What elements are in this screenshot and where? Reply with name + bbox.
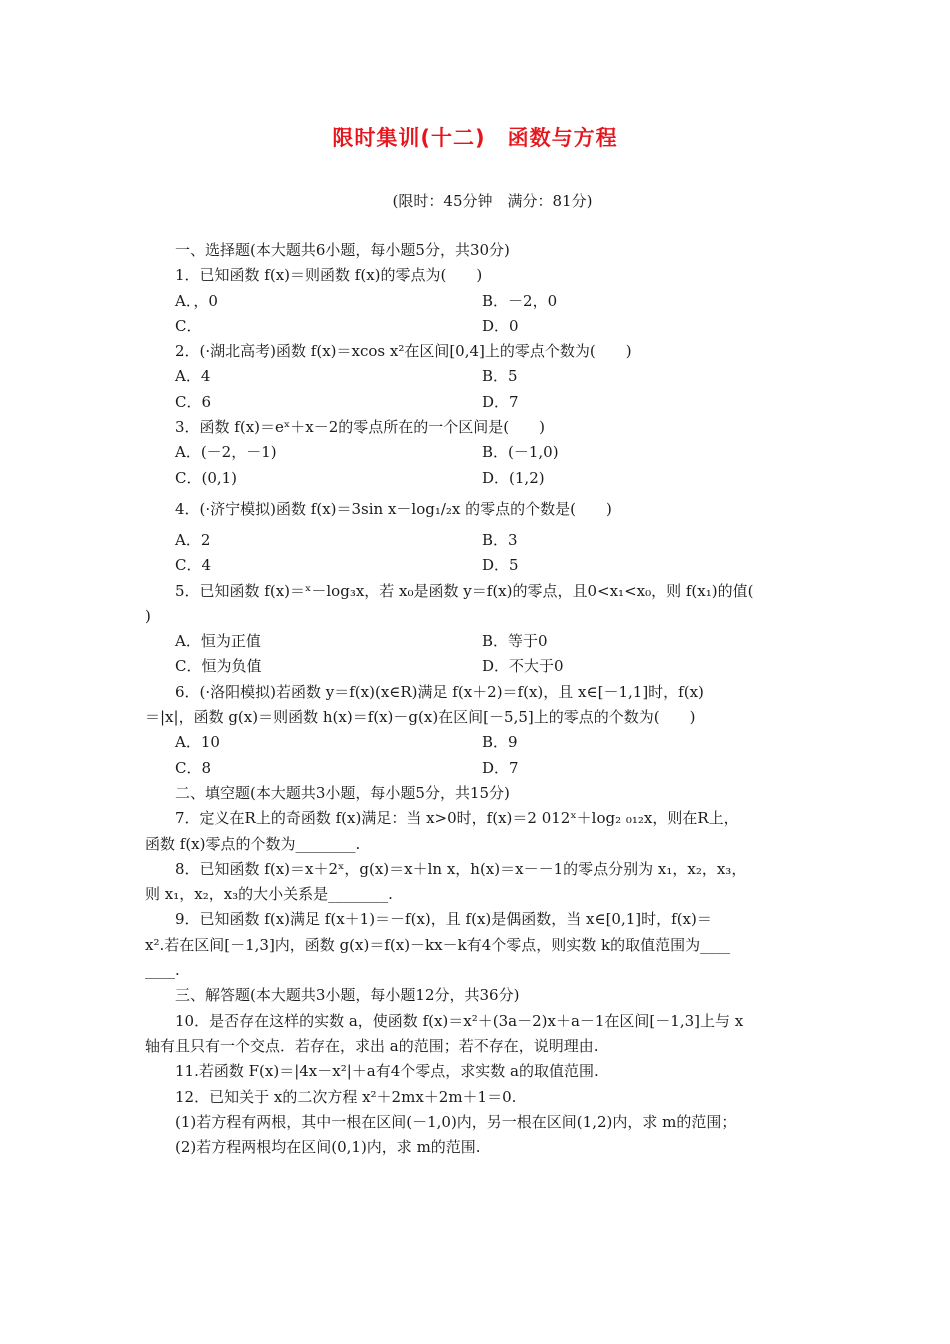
page-title: 限时集训(十二) 函数与方程 [332, 126, 618, 150]
option-right: D．不大于0 [482, 657, 564, 676]
option-row [145, 629, 810, 654]
text-line: ____. [145, 961, 180, 980]
option-row [145, 553, 810, 578]
option-right: D．5 [482, 556, 519, 575]
option-left: C．恒为负值 [175, 657, 262, 676]
text-line: 三、解答题(本大题共3小题，每小题12分，共36分) [175, 986, 520, 1005]
text-line: 二、填空题(本大题共3小题，每小题5分，共15分) [175, 783, 510, 802]
option-left: A．(－2，－1) [175, 443, 277, 462]
option-right: D．0 [482, 316, 519, 335]
option-left: A．，0 [175, 291, 218, 310]
text-line: 2．(·湖北高考)函数 f(x)＝xcos x²在区间[0,4]上的零点个数为( ) [175, 342, 632, 361]
text-line: ＝|x|，函数 g(x)＝则函数 h(x)＝f(x)－g(x)在区间[－5,5]上的零点的个数为( ) [145, 708, 696, 727]
option-row [145, 289, 810, 314]
option-right: B．3 [482, 530, 518, 549]
option-row [145, 390, 810, 415]
option-right: B．－2，0 [482, 291, 558, 310]
text-line: 一、选择题(本大题共6小题，每小题5分，共30分) [175, 241, 510, 259]
text-line: 10．是否存在这样的实数 a，使函数 f(x)＝x²＋(3a－2)x＋a－1在区间[－1,3]上与 x [175, 1011, 744, 1030]
option-left: C． [175, 316, 202, 335]
text-line: 6．(·洛阳模拟)若函数 y＝f(x)(x∈R)满足 f(x＋2)＝f(x)，且 x∈[－1,1]时，f(x) [175, 682, 704, 701]
option-left: C．(0,1) [175, 468, 238, 487]
option-right: B．9 [482, 733, 518, 752]
option-right: D．7 [482, 392, 519, 411]
text-line: 3．函数 f(x)＝eˣ＋x－2的零点所在的一个区间是( ) [175, 418, 545, 437]
page-subtitle: (限时：45分钟 满分：81分) [392, 192, 593, 210]
option-row [145, 730, 810, 755]
option-left: C．4 [175, 556, 212, 575]
text-line: 8．已知函数 f(x)＝x＋2ˣ，g(x)＝x＋ln x，h(x)＝x－－1的零点分别为 x₁，x₂，x₃， [175, 859, 747, 878]
text-line: (2)若方程两根均在区间(0,1)内，求 m的范围. [175, 1138, 481, 1157]
option-row [145, 654, 810, 679]
option-row [145, 528, 810, 553]
option-left: A．2 [175, 530, 211, 549]
option-row [145, 466, 810, 491]
option-row [145, 756, 810, 781]
text-line: 1．已知函数 f(x)＝则函数 f(x)的零点为( ) [175, 266, 483, 285]
text-line: 12．已知关于 x的二次方程 x²＋2mx＋2m＋1＝0. [175, 1087, 517, 1106]
option-right: D．(1,2) [482, 468, 545, 487]
option-right: B．5 [482, 367, 518, 386]
option-row [145, 364, 810, 389]
option-row [145, 314, 810, 339]
text-line: (1)若方程有两根，其中一根在区间(－1,0)内，另一根在区间(1,2)内，求 m的范围； [175, 1112, 737, 1131]
text-line: ) [145, 606, 151, 625]
option-left: C．8 [175, 758, 212, 777]
text-line: 轴有且只有一个交点．若存在，求出 a的范围；若不存在，说明理由. [145, 1036, 599, 1055]
text-line: 9．已知函数 f(x)满足 f(x＋1)＝－f(x)，且 f(x)是偶函数，当 x∈[0,1]时，f(x)＝ [175, 910, 712, 929]
text-line: x².若在区间[－1,3]内，函数 g(x)＝f(x)－kx－k有4个零点，则实数 k的取值范围为____ [145, 935, 731, 954]
option-row [145, 440, 810, 465]
option-left: A．10 [175, 733, 220, 752]
text-line: 5．已知函数 f(x)＝ˣ－log₃x，若 x₀是函数 y＝f(x)的零点，且0<x₁<x₀，则 f(x₁)的值( [175, 581, 754, 600]
option-right: B．等于0 [482, 632, 548, 651]
text-line: 4．(·济宁模拟)函数 f(x)＝3sin x－log₁/₂x 的零点的个数是( ) [175, 499, 612, 518]
option-right: B．(－1,0) [482, 443, 559, 462]
option-right: D．7 [482, 758, 519, 777]
option-left: C．6 [175, 392, 212, 411]
text-line: 7．定义在R上的奇函数 f(x)满足：当 x>0时，f(x)＝2 012ˣ＋log₂ ₀₁₂x，则在R上， [175, 809, 739, 828]
exercise-body [145, 238, 810, 1160]
option-left: A．恒为正值 [175, 632, 261, 651]
option-left: A．4 [175, 367, 211, 386]
text-line: 11.若函数 F(x)＝|4x－x²|＋a有4个零点，求实数 a的取值范围. [175, 1062, 599, 1081]
text-line: 函数 f(x)零点的个数为________. [145, 834, 361, 853]
text-line: 则 x₁，x₂，x₃的大小关系是________. [145, 885, 393, 904]
